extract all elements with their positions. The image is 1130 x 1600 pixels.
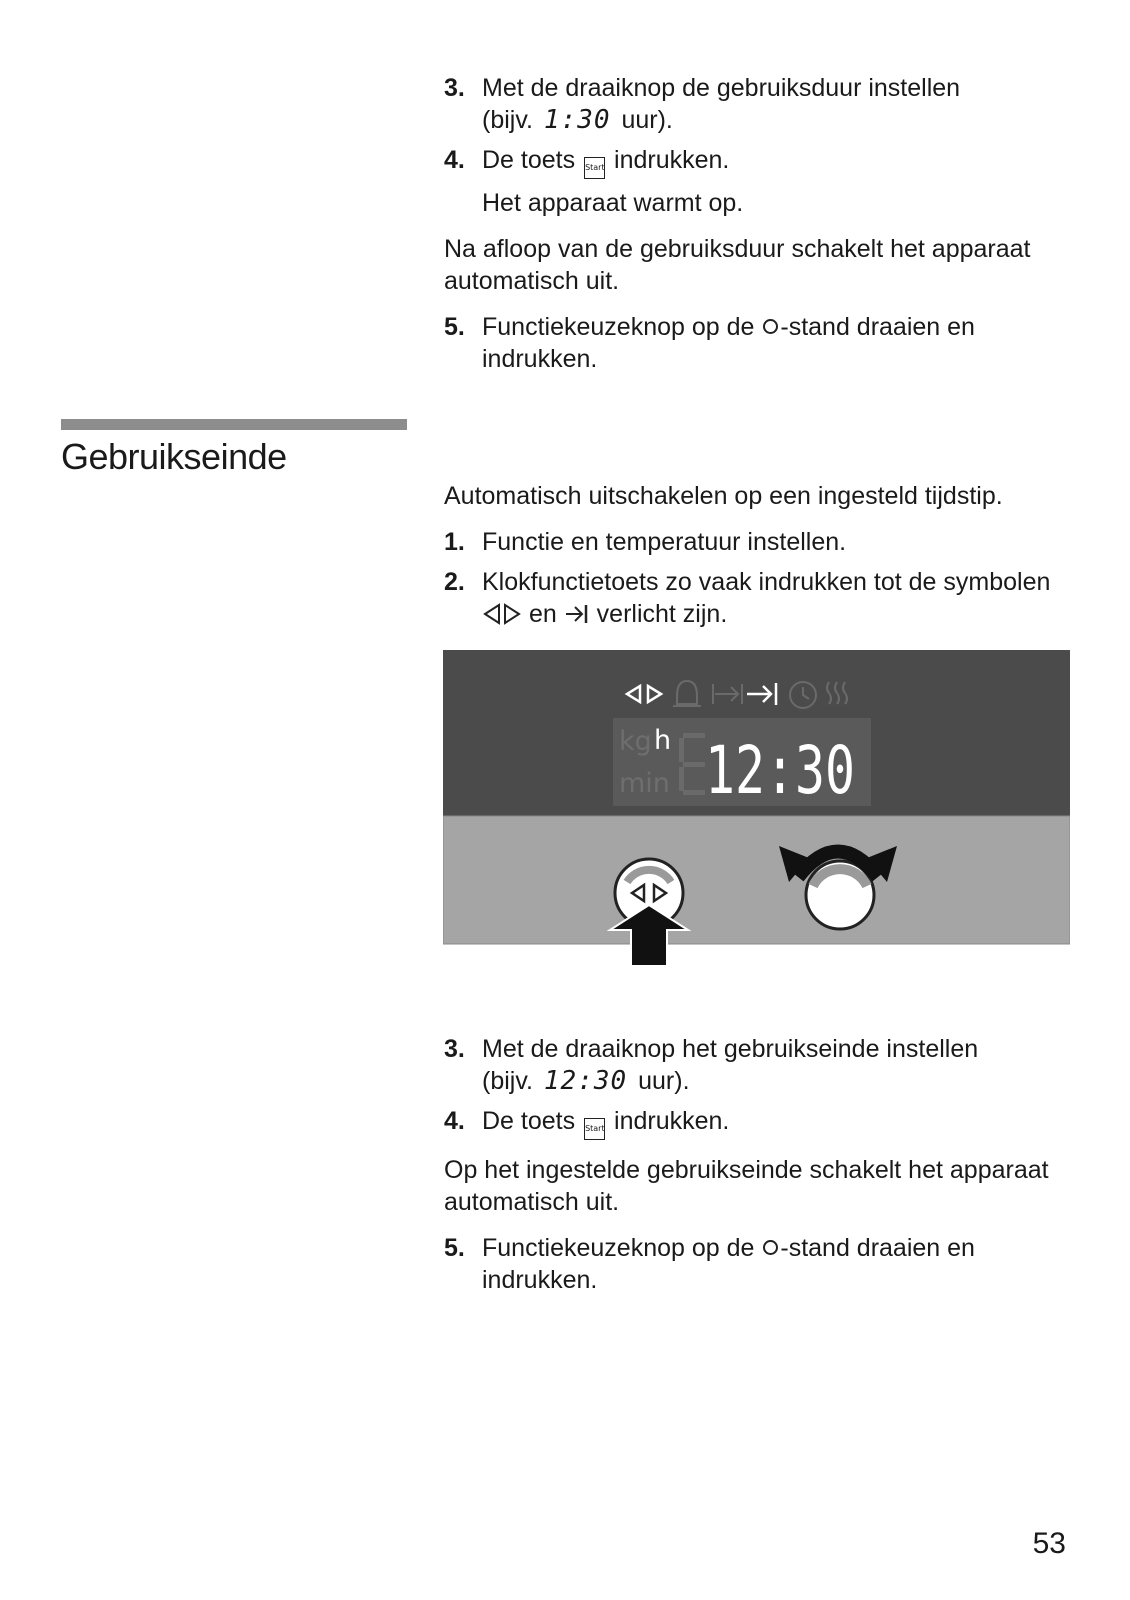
step-3 (444, 1033, 1074, 1097)
step-text: Functiekeuzeknop op de (482, 313, 755, 341)
step-text: verlicht zijn. (596, 600, 728, 628)
intro-paragraph: Automatisch uitschakelen op een ingesteld tijdstip. (444, 482, 1003, 510)
section-rule (61, 419, 407, 430)
unit-min: min (619, 768, 670, 799)
step-number: 5. (444, 1234, 465, 1262)
step-text: Klokfunctietoets zo vaak indrukken tot de symbolen (482, 568, 1051, 596)
step-4-top (444, 144, 1074, 179)
step-number: 2. (444, 568, 465, 596)
step-number: 3. (444, 1035, 465, 1063)
end-time-icon (564, 602, 590, 626)
step-text: -stand draaien en indrukken. (482, 1234, 975, 1294)
result-text: Het apparaat warmt op. (482, 189, 744, 217)
step-number: 3. (444, 74, 465, 102)
step-text: uur). (638, 1067, 690, 1095)
step-4 (444, 1105, 1074, 1140)
step-text: indrukken. (614, 146, 730, 174)
step-text: (bijv. (482, 106, 533, 134)
step-number: 1. (444, 528, 465, 556)
step-text: indrukken. (614, 1107, 730, 1135)
start-key-icon: Start (584, 1118, 605, 1140)
step-text: De toets (482, 1107, 576, 1135)
step-text: De toets (482, 146, 576, 174)
control-panel-figure (443, 650, 1070, 966)
panel-controls-area (443, 816, 1070, 944)
step-text: -stand draaien en indrukken. (482, 313, 975, 373)
unit-h: h (654, 725, 672, 756)
note-paragraph: Op het ingestelde gebruikseinde schakelt het apparaat automatisch uit. (444, 1156, 1049, 1216)
duration-arrows-icon (482, 602, 522, 626)
step-text: Functiekeuzeknop op de (482, 1234, 755, 1262)
lower-instructions (444, 1033, 1074, 1296)
unit-kg: kg (619, 726, 652, 757)
step-1 (444, 526, 1074, 558)
top-instructions (444, 72, 1074, 375)
step-2 (444, 566, 1074, 630)
step-number: 4. (444, 146, 465, 174)
step-text: uur). (621, 106, 673, 134)
step-text: (bijv. (482, 1067, 533, 1095)
step-text: Met de draaiknop het gebruikseinde instellen (482, 1035, 979, 1063)
note-paragraph: Na afloop van de gebruiksduur schakelt het apparaat automatisch uit. (444, 235, 1031, 295)
off-position-icon (763, 1240, 778, 1255)
step-number: 4. (444, 1107, 465, 1135)
start-key-icon: Start (584, 157, 605, 179)
display-value: 12:30 (543, 1066, 628, 1096)
step-5-top (444, 311, 1074, 375)
lcd-time: 12:30 (705, 732, 855, 809)
step-text: Functie en temperatuur instellen. (482, 528, 847, 556)
main-instructions (444, 480, 1074, 630)
step-text: en (528, 600, 557, 628)
step-5 (444, 1232, 1074, 1296)
off-position-icon (763, 319, 778, 334)
section-heading: Gebruikseinde (61, 436, 287, 477)
step-text: Met de draaiknop de gebruiksduur instellen (482, 74, 961, 102)
step-4-result (444, 187, 1074, 219)
display-value: 1:30 (543, 105, 611, 135)
step-number: 5. (444, 313, 465, 341)
step-3-top (444, 72, 1074, 136)
page-number: 53 (1032, 1527, 1066, 1560)
